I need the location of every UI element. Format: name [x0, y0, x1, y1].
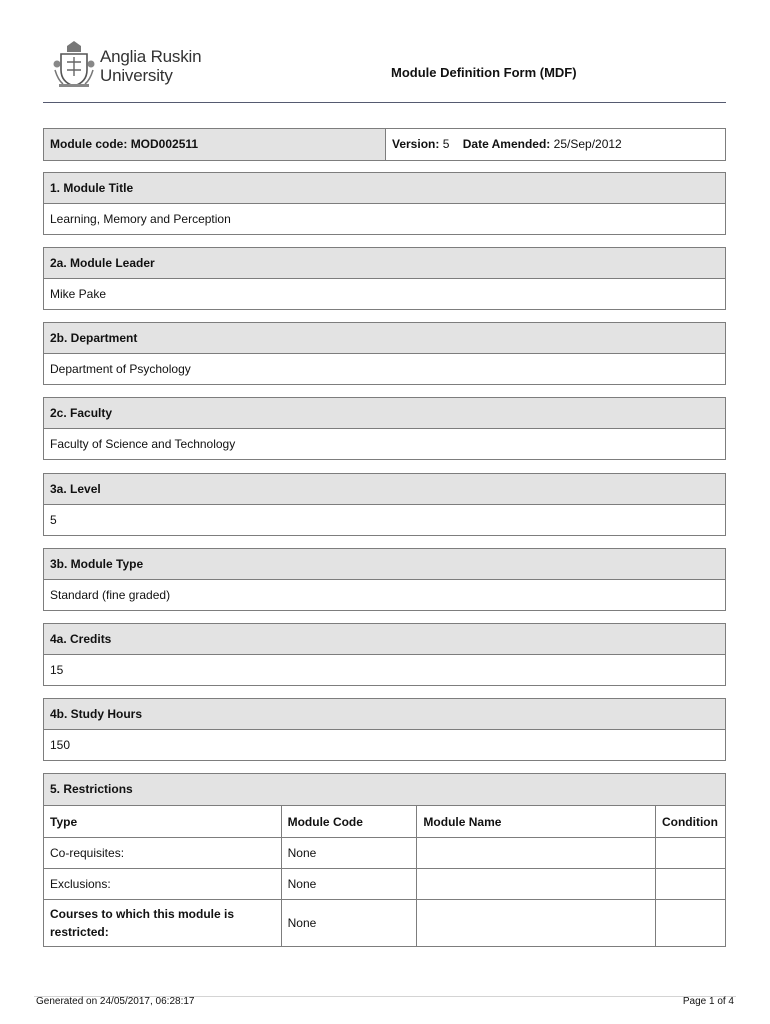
- table-row: [44, 869, 726, 900]
- university-logo: [53, 38, 243, 92]
- module-code-value: MOD002511: [130, 137, 199, 151]
- column-header: Module Name: [417, 806, 656, 838]
- page-header: [43, 38, 726, 102]
- logo-name-line2: University: [100, 66, 173, 85]
- version-cell: [392, 129, 622, 160]
- restriction-condition: [655, 838, 725, 869]
- section-value: Learning, Memory and Perception: [50, 212, 231, 226]
- generated-timestamp: Generated on 24/05/2017, 06:28:17: [36, 996, 195, 1007]
- column-header: Condition: [655, 806, 725, 838]
- table-row: [44, 900, 726, 947]
- restriction-module-name: [417, 869, 656, 900]
- restriction-module-name: [417, 900, 656, 947]
- restriction-module-code: None: [281, 900, 417, 947]
- version-label: Version:: [392, 137, 440, 151]
- form-title: Module Definition Form (MDF): [391, 65, 577, 80]
- section-study-hours: [43, 698, 726, 761]
- section-heading: 3a. Level: [44, 474, 725, 505]
- restriction-type: Co-requisites:: [44, 838, 282, 869]
- section-heading: 3b. Module Type: [44, 549, 725, 580]
- section-heading: 1. Module Title: [44, 173, 725, 204]
- column-header: Module Code: [281, 806, 417, 838]
- date-amended-value: 25/Sep/2012: [553, 137, 622, 151]
- section-module-leader: [43, 247, 726, 310]
- section-heading: 5. Restrictions: [44, 774, 725, 805]
- column-header: Type: [44, 806, 282, 838]
- section-level: [43, 473, 726, 536]
- section-department: [43, 322, 726, 385]
- section-heading: 4a. Credits: [44, 624, 725, 655]
- section-faculty: [43, 397, 726, 460]
- table-header-row: [44, 806, 726, 838]
- section-value: 15: [50, 663, 64, 677]
- header-divider: [43, 102, 726, 103]
- crest-icon: [53, 40, 95, 88]
- restriction-condition: [655, 900, 725, 947]
- module-code-box: [43, 128, 726, 161]
- page-number: Page 1 of 4: [682, 996, 734, 1007]
- restriction-module-name: [417, 838, 656, 869]
- section-value: Mike Pake: [50, 287, 107, 301]
- section-module-type: [43, 548, 726, 611]
- section-value: Faculty of Science and Technology: [50, 437, 236, 451]
- section-heading: 2c. Faculty: [44, 398, 725, 429]
- module-code-label: Module code:: [50, 137, 128, 151]
- section-module-title: [43, 172, 726, 235]
- section-value: 5: [50, 513, 57, 527]
- restriction-module-code: None: [281, 838, 417, 869]
- section-value: Department of Psychology: [50, 362, 191, 376]
- restriction-condition: [655, 869, 725, 900]
- logo-name-line1: Anglia Ruskin: [100, 47, 202, 66]
- section-credits: [43, 623, 726, 686]
- section-heading: 2a. Module Leader: [44, 248, 725, 279]
- section-heading: 2b. Department: [44, 323, 725, 354]
- restriction-type: Exclusions:: [44, 869, 282, 900]
- section-value: Standard (fine graded): [50, 588, 171, 602]
- date-amended-label: Date Amended:: [462, 137, 551, 151]
- module-code-cell: [44, 129, 386, 160]
- restriction-module-code: None: [281, 869, 417, 900]
- version-value: 5: [442, 137, 450, 151]
- restriction-type: Courses to which this module is restricted:: [44, 900, 282, 947]
- restrictions-table: [43, 805, 726, 947]
- table-row: [44, 838, 726, 869]
- section-restrictions: [43, 773, 726, 806]
- section-value: 150: [50, 738, 71, 752]
- section-heading: 4b. Study Hours: [44, 699, 725, 730]
